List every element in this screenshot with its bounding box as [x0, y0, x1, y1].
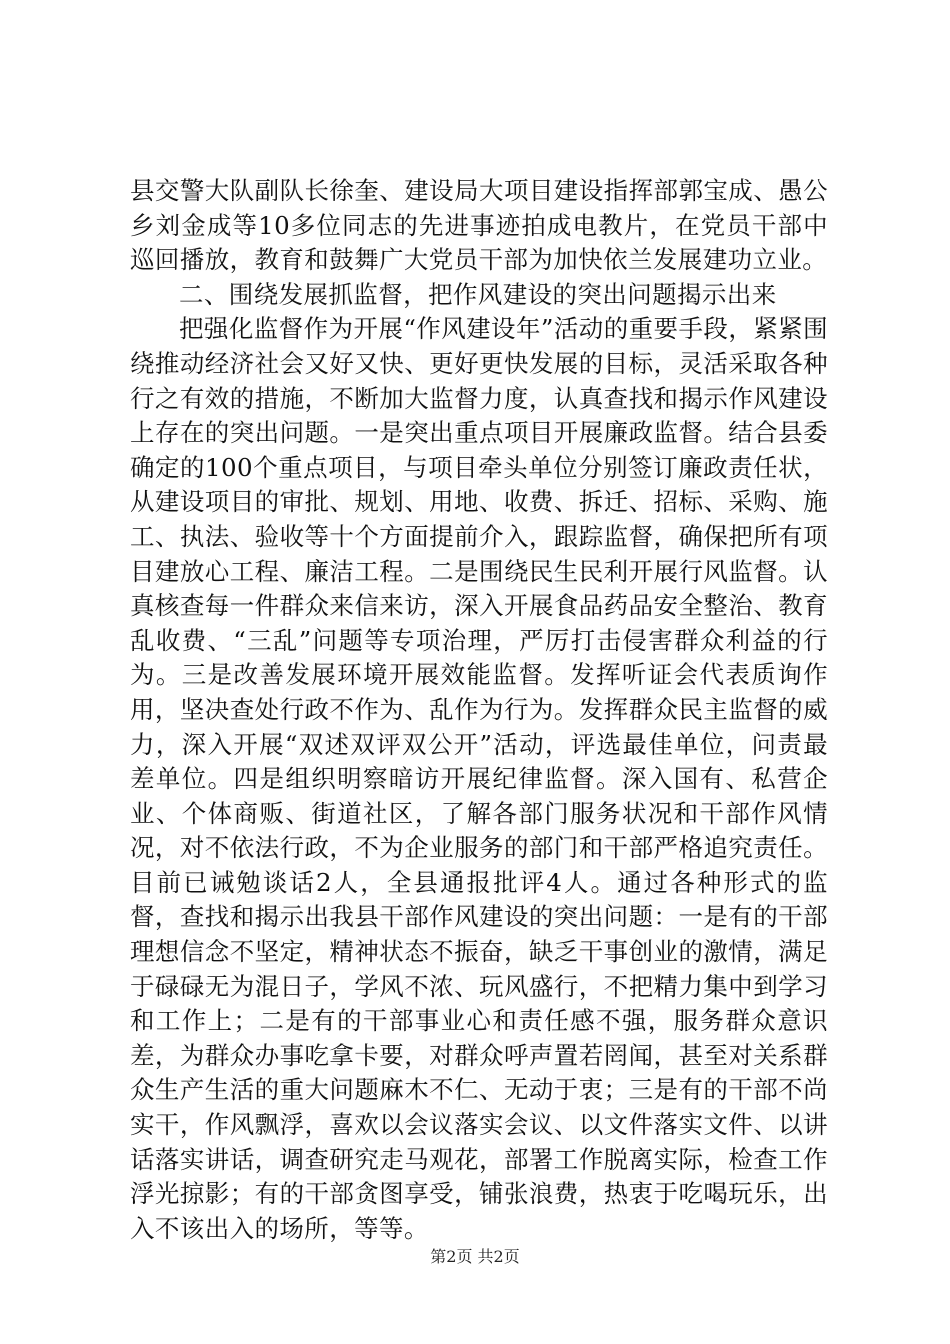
paragraph-supervision: 把强化监督作为开展“作风建设年”活动的重要手段，紧紧围绕推动经济社会又好又快、更好更快发展的目标，灵活采取各种行之有效的措施，不断加大监督力度，认真查找和揭示作风建设上存在的突出问题。一是突出重点项目开展廉政监督。结合县委确定的100个重点项目，与项目牵头单位分别签订廉政责任状，从建设项目的审批、规划、用地、收费、拆迁、招标、采购、施工、执法、验收等十个方面提前介入，跟踪监督，确保把所有项目建放心工程、廉洁工程。二是围绕民生民利开展行风监督。认真核查每一件群众来信来访，深入开展食品药品安全整治、教育乱收费、“三乱”问题等专项治理，严厉打击侵害群众利益的行为。三是改善发展环境开展效能监督。发挥听证会代表质询作用，坚决查处行政不作为、乱作为行为。发挥群众民主监督的威力，深入开展“双述双评双公开”活动，评选最佳单位，问责最差单位。四是组织明察暗访开展纪律监督。深入国有、私营企业、个体商贩、街道社区，了解各部门服务状况和干部作风情况，对不依法行政，不为企业服务的部门和干部严格追究责任。目前已诫勉谈话2人，全县通报批评4人。通过各种形式的监督，查找和揭示出我县干部作风建设的突出问题：一是有的干部理想信念不坚定，精神状态不振奋，缺乏干事创业的激情，满足于碌碌无为混日子，学风不浓、玩风盛行，不把精力集中到学习和工作上；二是有的干部事业心和责任感不强，服务群众意识差，为群众办事吃拿卡要，对群众呼声置若罔闻，甚至对关系群众生产生活的重大问题麻木不仁、无动于衷；三是有的干部不尚实干，作风飘浮，喜欢以会议落实会议、以文件落实文件、以讲话落实讲话，调查研究走马观花，部署工作脱离实际，检查工作浮光掠影；有的干部贪图享受，铺张浪费，热衷于吃喝玩乐，出入不该出入的场所，等等。 [130, 314, 828, 1243]
document-body [130, 174, 828, 1246]
section-heading: 二、围绕发展抓监督，把作风建设的突出问题揭示出来 [179, 279, 777, 309]
page-number-footer: 第2页 共2页 [430, 1247, 520, 1266]
paragraph-continuation: 县交警大队副队长徐奎、建设局大项目建设指挥部郭宝成、愚公乡刘金成等10多位同志的先进事迹拍成电教片，在党员干部中巡回播放，教育和鼓舞广大党员干部为加快依兰发展建功立业。 [130, 176, 828, 275]
